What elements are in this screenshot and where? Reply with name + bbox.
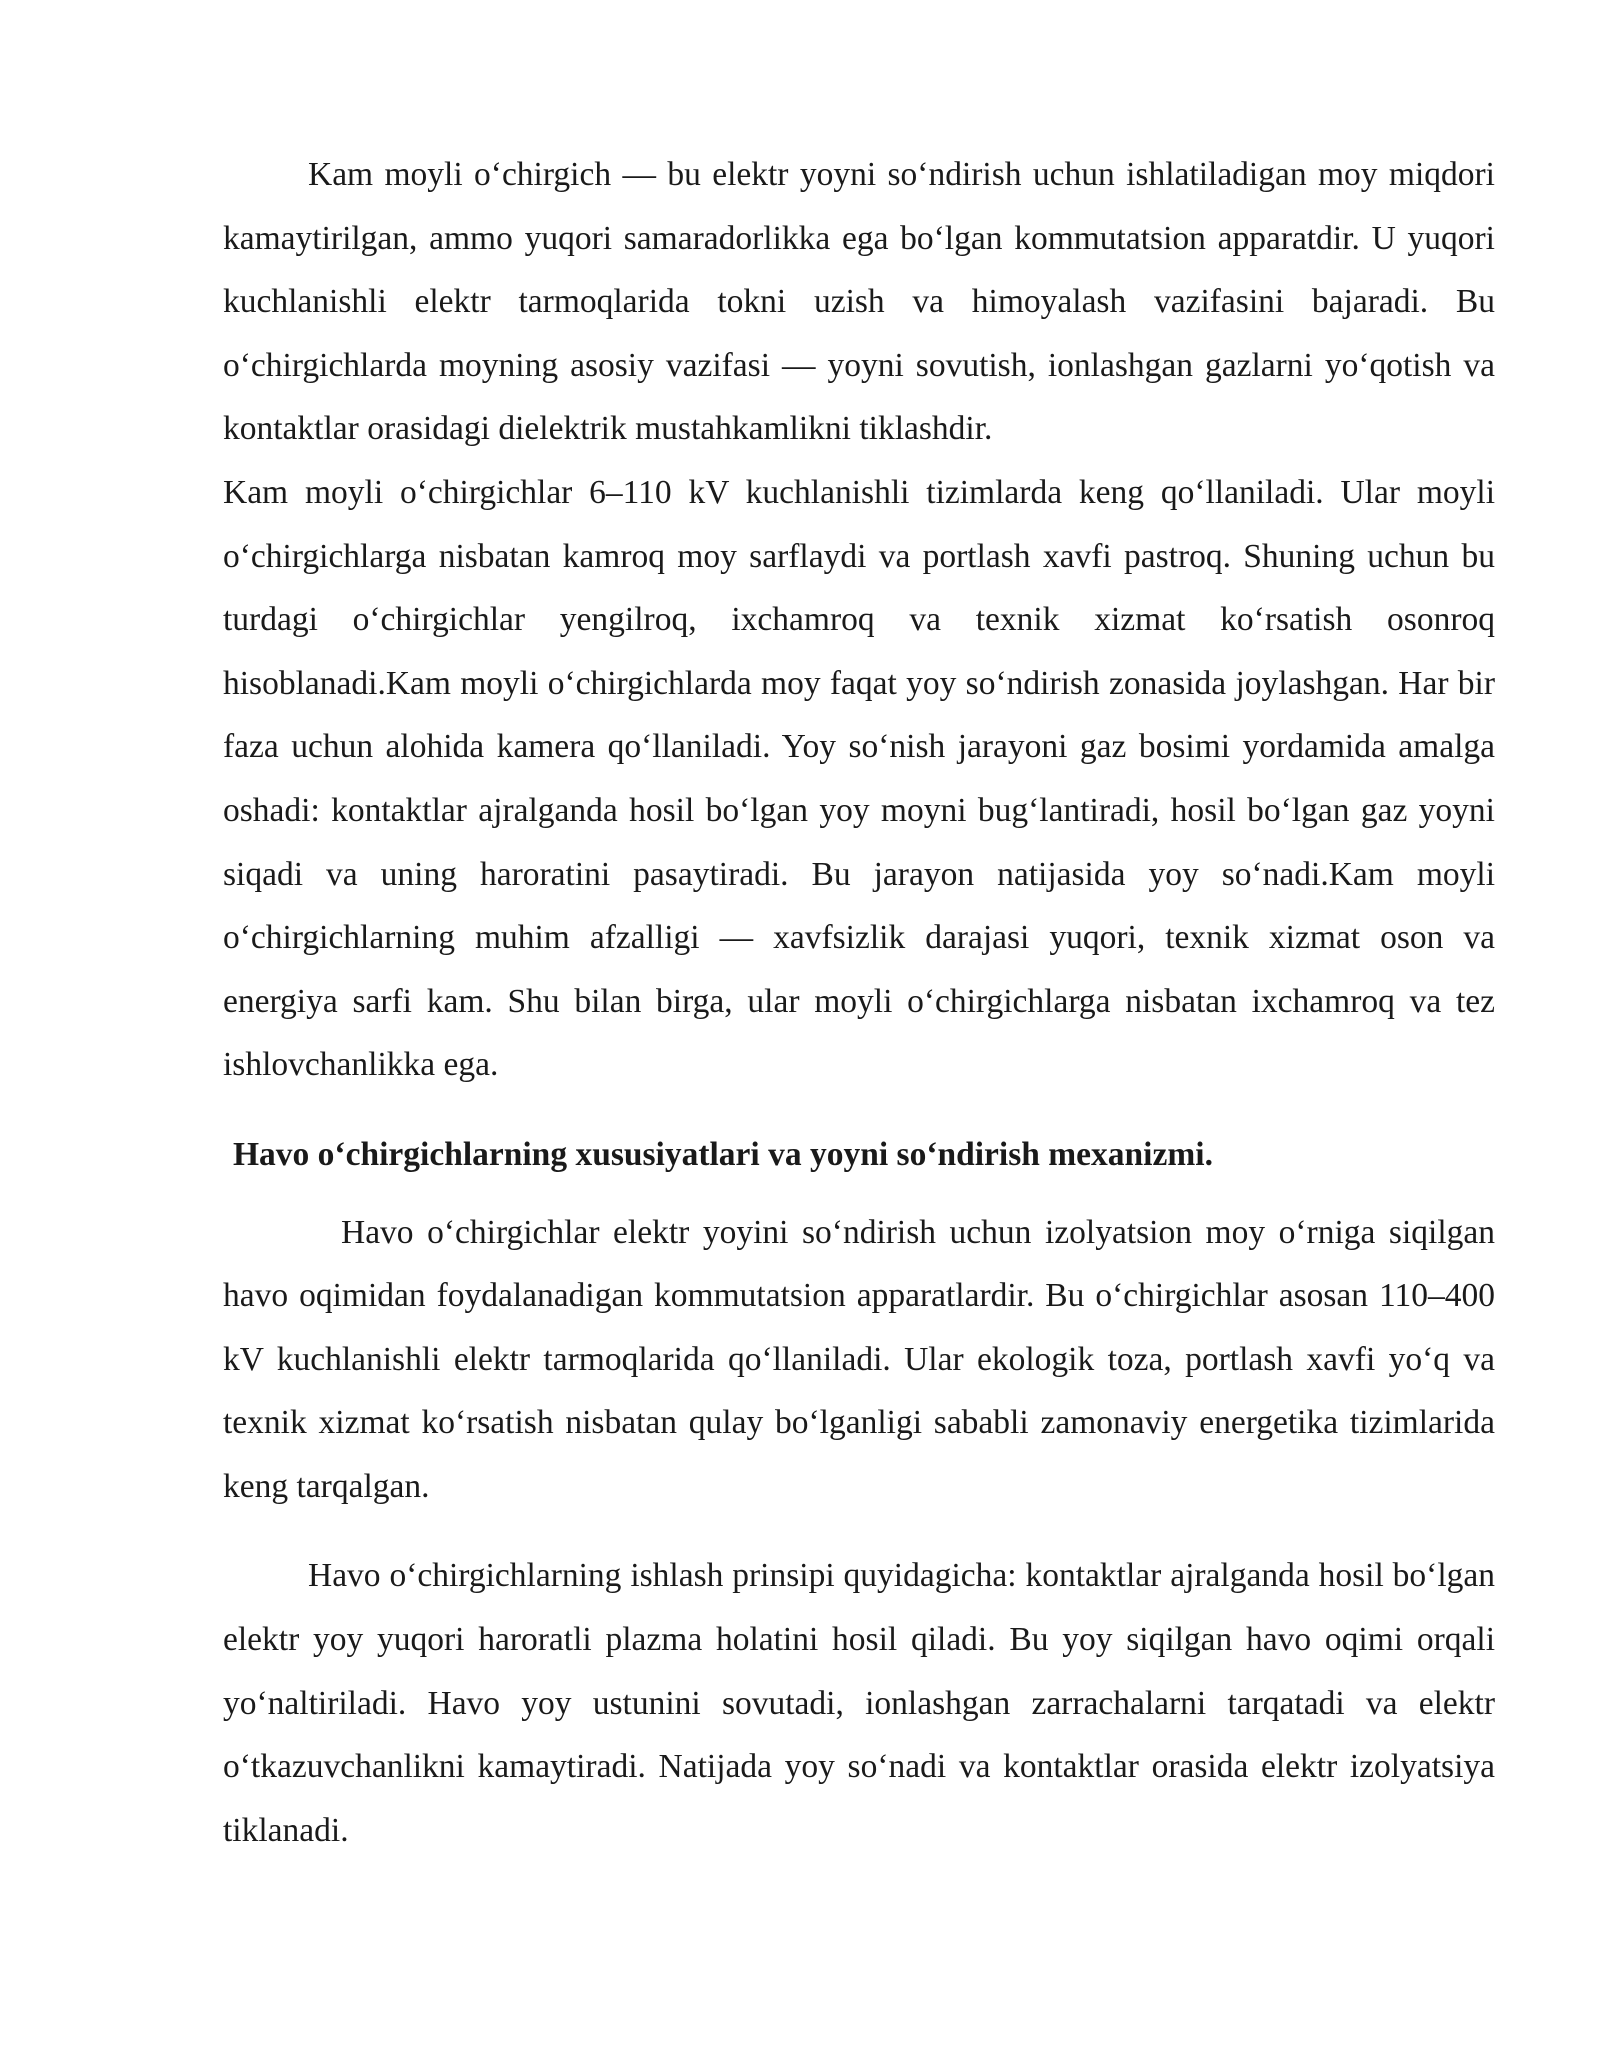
- paragraph-oil-breaker-definition: Kam moyli o‘chirgich — bu elektr yoyni so‘ndirish uchun ishlatiladigan moy miqdori kamaytirilgan, ammo yuqori samaradorlikka ega bo‘lgan kommutatsion apparatdir. U yuqori kuchlanishli elektr tarmoqlarida tokni uzish va himoyalash vazifasini bajaradi. Bu o‘chirgichlarda moyning asosiy vazifasi — yoyni sovutish, ionlashgan gazlarni yo‘qotish va kontaktlar orasidagi dielektrik mustahkamlikni tiklashdir.: [223, 156, 1495, 448]
- paragraph-air-breaker-definition: Havo o‘chirgichlar elektr yoyini so‘ndirish uchun izolyatsion moy o‘rniga siqilgan havo oqimidan foydalanadigan kommutatsion apparatlardir. Bu o‘chirgichlar asosan 110–400 kV kuchlanishli elektr tarmoqlarida qo‘llaniladi. Ular ekologik toza, portlash xavfi yo‘q va texnik xizmat ko‘rsatish nisbatan qulay bo‘lganligi sababli zamonaviy energetika tizimlarida keng tarqalgan.: [223, 1213, 1495, 1505]
- paragraph-air-breaker-principle: Havo o‘chirgichlarning ishlash prinsipi quyidagicha: kontaktlar ajralganda hosil bo‘lgan elektr yoy yuqori haroratli plazma holatini hosil qiladi. Bu yoy siqilgan havo oqimi orqali yo‘naltiriladi. Havo yoy ustunini sovutadi, ionlashgan zarrachalarni tarqatadi va elektr o‘tkazuvchanlikni kamaytiradi. Natijada yoy so‘nadi va kontaktlar orasida elektr izolyatsiya tiklanadi.: [223, 1557, 1495, 1849]
- section-heading: Havo o‘chirgichlarning xususiyatlari va yoyni so‘ndirish mexanizmi.: [233, 1135, 1213, 1173]
- paragraph-oil-breaker-application: Kam moyli o‘chirgichlar 6–110 kV kuchlanishli tizimlarda keng qo‘llaniladi. Ular moyli o‘chirgichlarga nisbatan kamroq moy sarflaydi va portlash xavfi pastroq. Shuning uchun bu turdagi o‘chirgichlar yengilroq, ixchamroq va texnik xizmat ko‘rsatish osonroq hisoblanadi.Kam moyli o‘chirgichlarda moy faqat yoy so‘ndirish zonasida joylashgan. Har bir faza uchun alohida kamera qo‘llaniladi. Yoy so‘nish jarayoni gaz bosimi yordamida amalga oshadi: kontaktlar ajralganda hosil bo‘lgan yoy moyni bug‘lantiradi, hosil bo‘lgan gaz yoyni siqadi va uning haroratini pasaytiradi. Bu jarayon natijasida yoy so‘nadi.Kam moyli o‘chirgichlarning muhim afzalligi — xavfsizlik darajasi yuqori, texnik xizmat oson va energiya sarfi kam. Shu bilan birga, ular moyli o‘chirgichlarga nisbatan ixchamroq va tez ishlovchanlikka ega.: [223, 473, 1495, 1084]
- document-body: [223, 143, 1495, 1862]
